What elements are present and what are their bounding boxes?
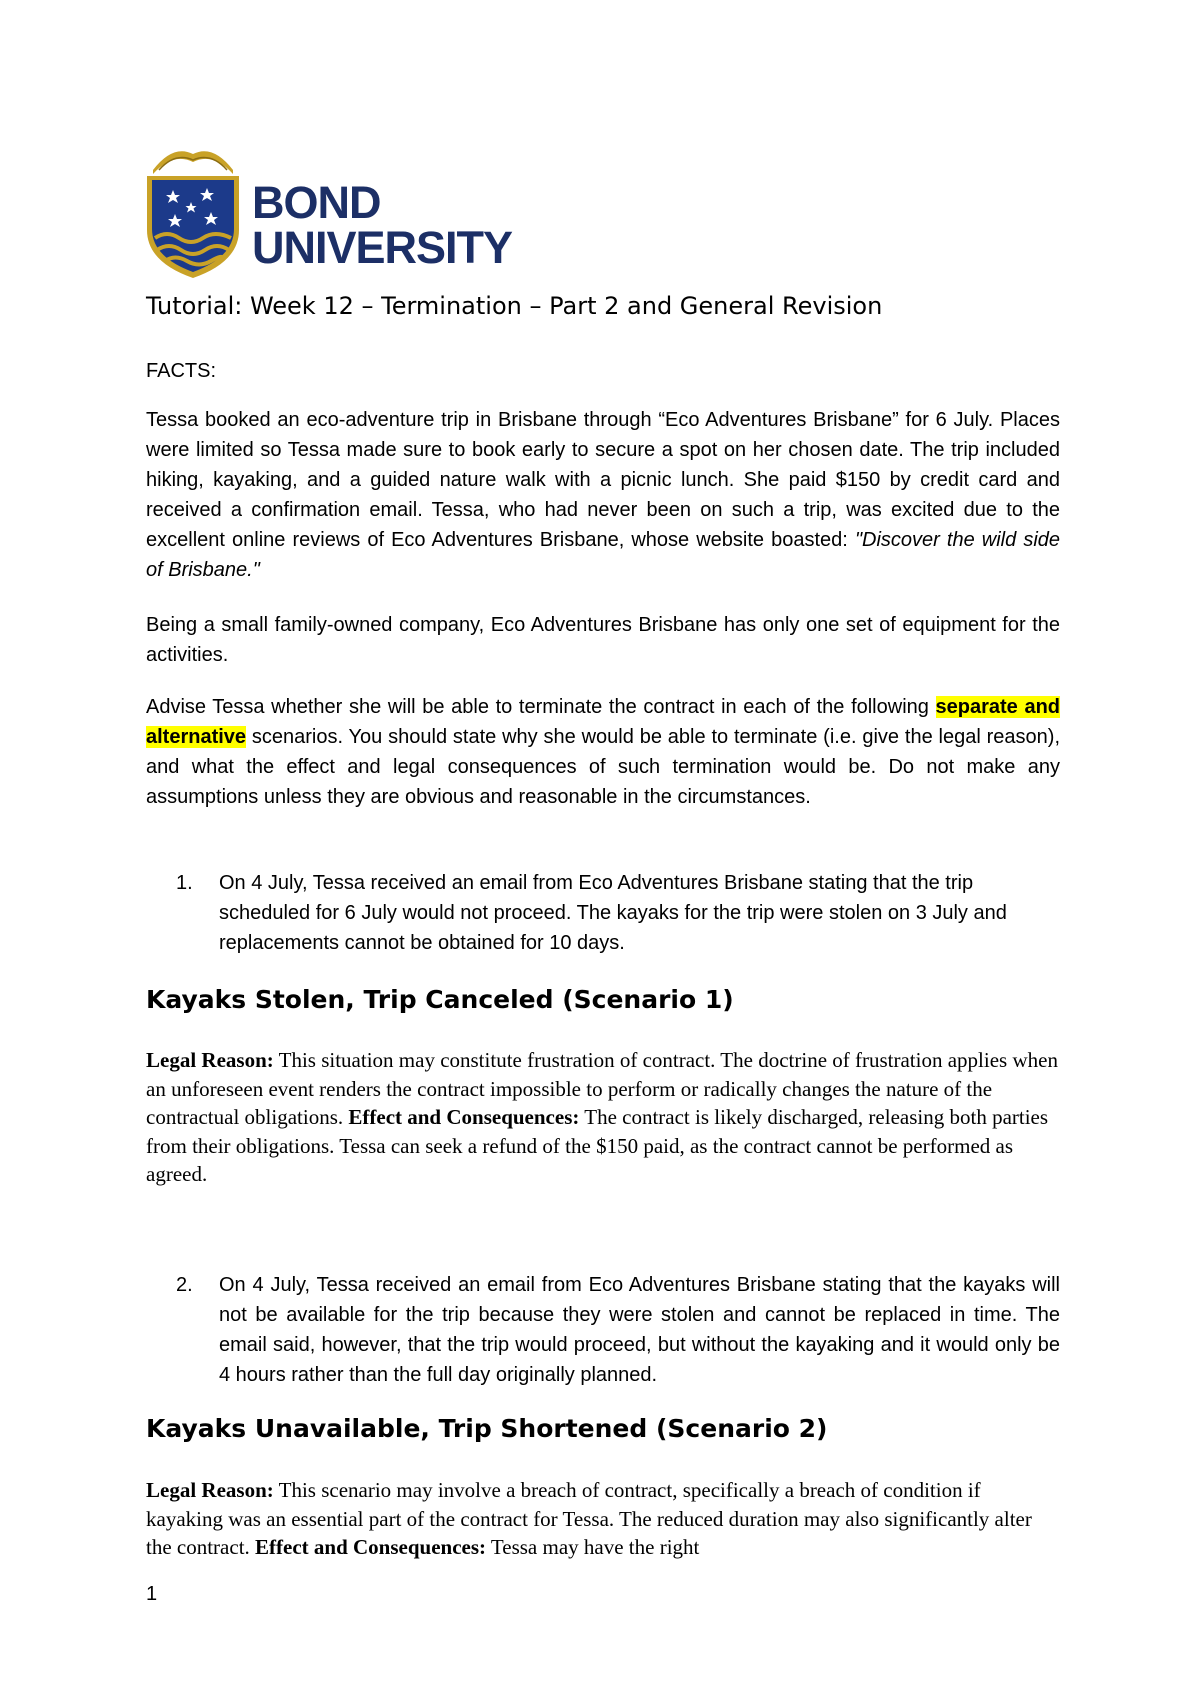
document-title: Tutorial: Week 12 – Termination – Part 2 and General Revision <box>146 292 883 320</box>
scenario-1-text: On 4 July, Tessa received an email from Eco Adventures Brisbane stating that the trip scheduled for 6 July would not proceed. The kayaks for the trip were stolen on 3 July and replacements cannot be obtained for 10 days. <box>219 872 1007 954</box>
facts-label: FACTS: <box>146 360 217 382</box>
effect-text: Tessa may have the right <box>486 1535 700 1559</box>
bond-university-logo <box>145 140 525 300</box>
scenario-1-heading: Kayaks Stolen, Trip Canceled (Scenario 1) <box>146 985 734 1014</box>
facts-paragraph-2: Being a small family-owned company, Eco Adventures Brisbane has only one set of equipment for the activities. <box>146 614 1060 666</box>
wordmark-line-1: BOND <box>252 177 381 228</box>
instructions-text-after: scenarios. You should state why she would be able to terminate (i.e. give the legal reason), and what the effect and legal consequences of such termination would be. Do not make any assumptions unless they are obvious and reasonable in the circumstances. <box>146 726 1060 808</box>
effect-label: Effect and Consequences: <box>255 1535 487 1559</box>
scenario-2-heading: Kayaks Unavailable, Trip Shortened (Scenario 2) <box>146 1414 828 1443</box>
legal-reason-label: Legal Reason: <box>146 1048 274 1072</box>
university-crest-icon <box>145 140 241 280</box>
facts-paragraph-1-text: Tessa booked an eco-adventure trip in Brisbane through “Eco Adventures Brisbane” for 6 July. Places were limited so Tessa made sure to book early to secure a spot on her chosen date. The trip included hiking, kayaking, and a guided nature walk with a picnic lunch. She paid $150 by credit card and received a confirmation email. Tessa, who had never been on such a trip, was excited due to the excellent online reviews of Eco Adventures Brisbane, whose website boasted: <box>146 409 1060 551</box>
effect-label: Effect and Consequences: <box>348 1105 580 1129</box>
legal-reason-text: This situation may constitute frustration of contract. The doctrine of frustration applies when an unforeseen event renders the contract impossible to perform or radically changes the nature of the contractual obligations. <box>146 1048 1058 1129</box>
university-wordmark <box>252 177 513 273</box>
effect-text: The contract is likely discharged, releasing both parties from their obligations. Tessa can seek a refund of the $150 paid, as the contract cannot be performed as agreed. <box>146 1105 1049 1186</box>
facts-paragraph-1 <box>146 405 1060 585</box>
scenario-2-answer <box>146 1476 1058 1562</box>
legal-reason-text: This scenario may involve a breach of contract, specifically a breach of condition if kayaking was an essential part of the contract for Tessa. The reduced duration may also significantly alter the contract. <box>146 1478 1032 1559</box>
instructions-text-before: Advise Tessa whether she will be able to terminate the contract in each of the following <box>146 696 936 718</box>
legal-reason-label: Legal Reason: <box>146 1478 274 1502</box>
wordmark-line-2: UNIVERSITY <box>252 222 513 273</box>
highlighted-phrase: separate and alternative <box>146 696 1060 748</box>
scenario-2-number: 2. <box>176 1274 193 1296</box>
scenario-1-number: 1. <box>176 872 193 894</box>
website-quote: "Discover the wild side of Brisbane." <box>146 529 1061 581</box>
scenario-1-answer <box>146 1046 1058 1189</box>
scenario-2-text: On 4 July, Tessa received an email from Eco Adventures Brisbane stating that the kayaks will not be available for the trip because they were stolen and cannot be replaced in time. The email said, however, that the trip would proceed, but without the kayaking and it would only be 4 hours rather than the full day originally planned. <box>219 1274 1060 1386</box>
instructions-paragraph <box>146 692 1060 812</box>
page-number: 1 <box>146 1583 158 1605</box>
